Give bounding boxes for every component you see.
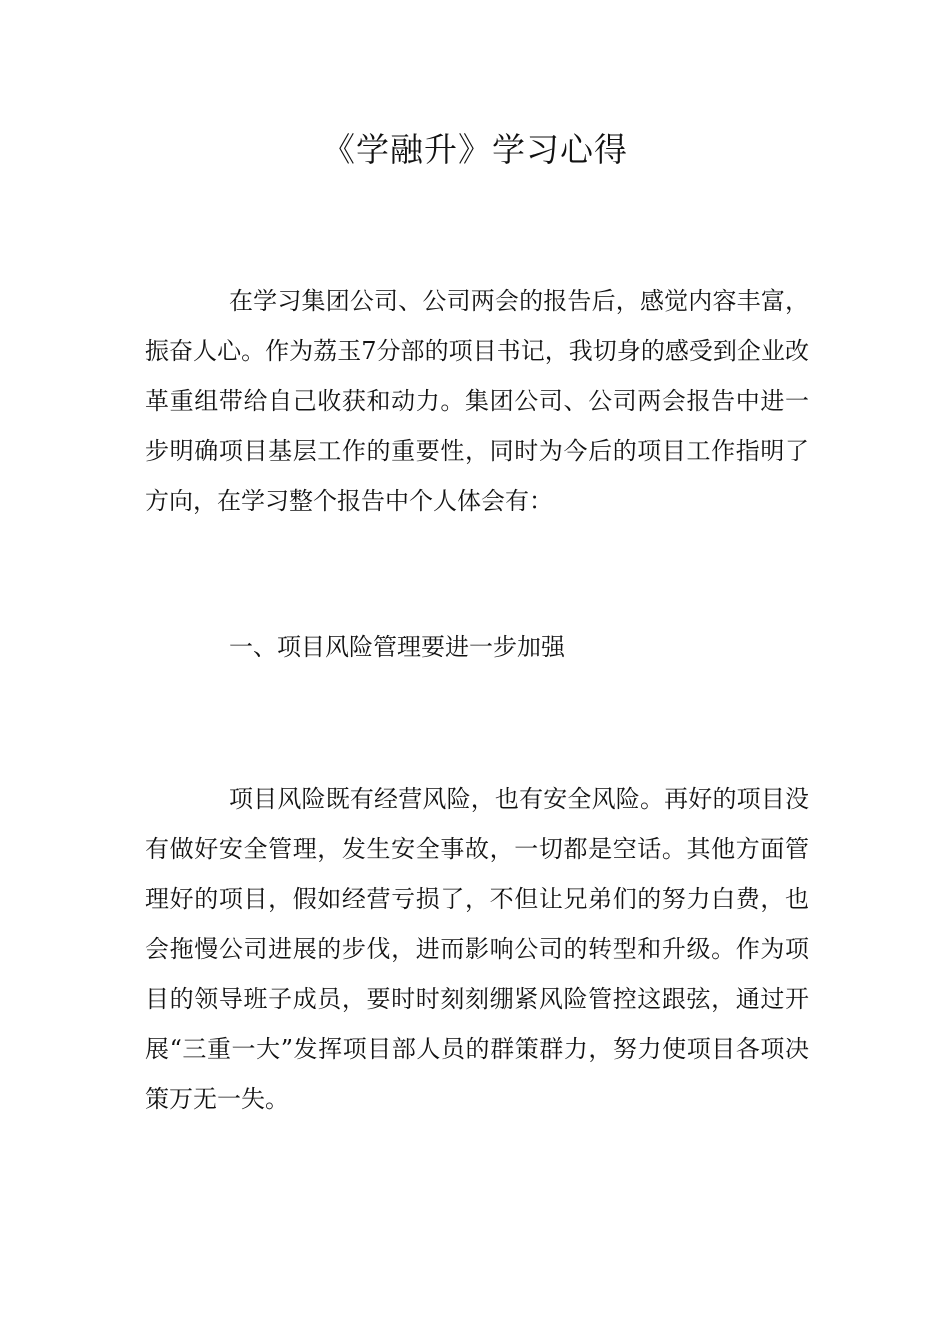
document-title: 《学融升》学习心得 — [322, 130, 628, 169]
section-heading-1: 一、项目风险管理要进一步加强 — [229, 633, 565, 661]
intro-paragraph: 在学习集团公司、公司两会的报告后，感觉内容丰富，振奋人心。作为荔玉7分部的项目书记，我切身的感受到企业改革重组带给自己收获和动力。集团公司、公司两会报告中进一步明确项目基层工作的重要性，同时为今后的项目工作指明了方向，在学习整个报告中个人体会有： — [145, 287, 809, 515]
section-1-paragraph: 项目风险既有经营风险，也有安全风险。再好的项目没有做好安全管理，发生安全事故，一切都是空话。其他方面管理好的项目，假如经营亏损了，不但让兄弟们的努力白费，也会拖慢公司进展的步伐，进而影响公司的转型和升级。作为项目的领导班子成员，要时时刻刻绷紧风险管控这跟弦，通过开展“三重一大”发挥项目部人员的群策群力，努力使项目各项决策万无一失。 — [145, 785, 809, 1113]
